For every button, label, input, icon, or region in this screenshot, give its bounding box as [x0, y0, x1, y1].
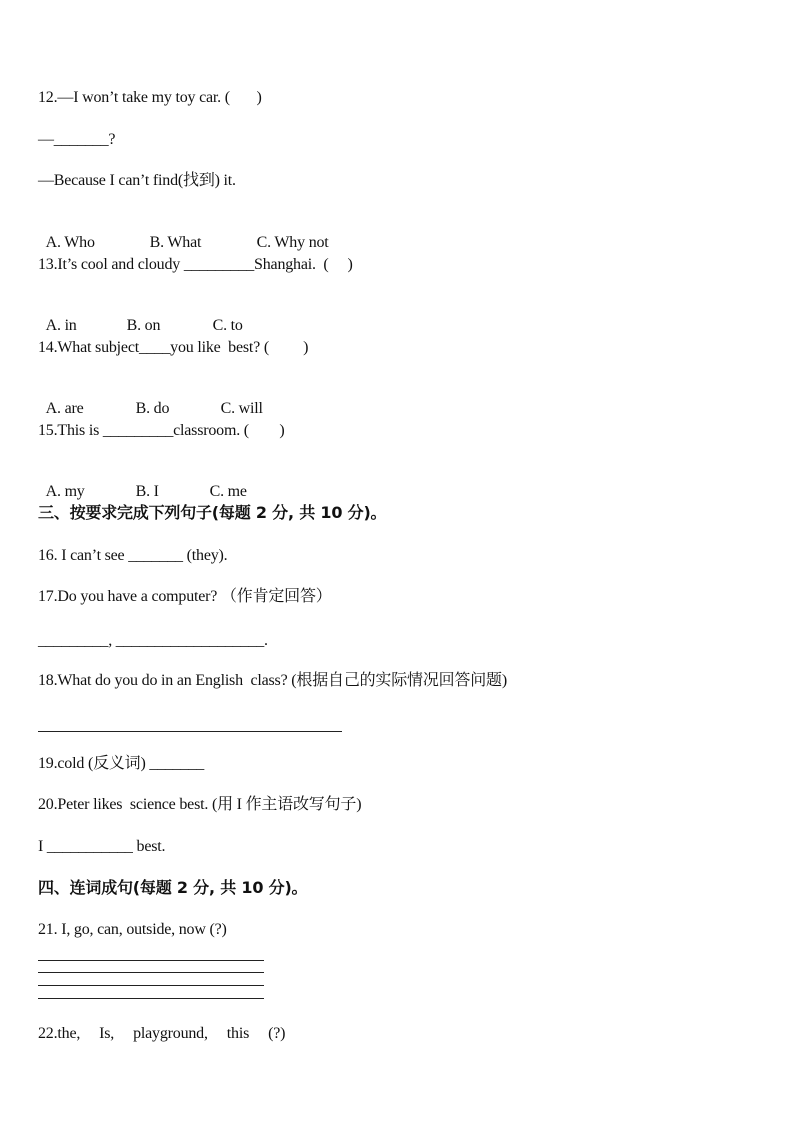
q17-stem: 17.Do you have a computer? （作肯定回答）: [38, 588, 332, 605]
q12-dialogue-blank: —_______?: [38, 131, 116, 148]
q15-option-b: B. I: [135, 483, 159, 500]
q14-option-a: A. are: [45, 400, 84, 417]
q12-option-c: C. Why not: [256, 234, 329, 251]
q21-writing-line-1: [38, 960, 264, 961]
q21-writing-line-2: [38, 972, 264, 973]
q18-stem: 18.What do you do in an English class? (根据自己的实际情况回答问题): [38, 672, 507, 689]
q12-option-b: B. What: [149, 234, 202, 251]
q12-stem: 12.—I won’t take my toy car. ( ): [38, 89, 262, 106]
q17-answer-blank: _________, ___________________.: [38, 632, 268, 649]
q14-options: [38, 379, 263, 419]
q21-writing-line-4: [38, 998, 264, 999]
q18-answer-line: [38, 731, 342, 732]
q22-stem: 22.the, Is, playground, this (?): [38, 1025, 286, 1042]
q20-stem: 20.Peter likes science best. (用 I 作主语改写句子): [38, 796, 362, 813]
q14-stem: 14.What subject____you like best? ( ): [38, 339, 309, 356]
q15-option-a: A. my: [45, 483, 85, 500]
q15-stem: 15.This is _________classroom. ( ): [38, 422, 285, 439]
q12-option-a: A. Who: [45, 234, 95, 251]
q13-stem: 13.It’s cool and cloudy _________Shanghai. ( ): [38, 256, 353, 273]
q16-stem: 16. I can’t see _______ (they).: [38, 547, 228, 564]
section4-heading: 四、连词成句(每题 2 分, 共 10 分)。: [38, 878, 308, 897]
q13-options: [38, 296, 243, 336]
q19-stem: 19.cold (反义词) _______: [38, 755, 205, 772]
q13-option-c: C. to: [212, 317, 243, 334]
q15-options: [38, 462, 247, 502]
q20-answer-blank: I ___________ best.: [38, 838, 166, 855]
q21-stem: 21. I, go, can, outside, now (?): [38, 921, 227, 938]
q13-option-b: B. on: [126, 317, 161, 334]
q14-option-c: C. will: [220, 400, 263, 417]
q15-option-c: C. me: [209, 483, 247, 500]
q12-dialogue-answer: —Because I can’t find(找到) it.: [38, 172, 236, 189]
q14-option-b: B. do: [135, 400, 170, 417]
section3-heading: 三、按要求完成下列句子(每题 2 分, 共 10 分)。: [38, 503, 387, 522]
q13-option-a: A. in: [45, 317, 77, 334]
q12-options: [38, 213, 329, 253]
q21-writing-line-3: [38, 985, 264, 986]
